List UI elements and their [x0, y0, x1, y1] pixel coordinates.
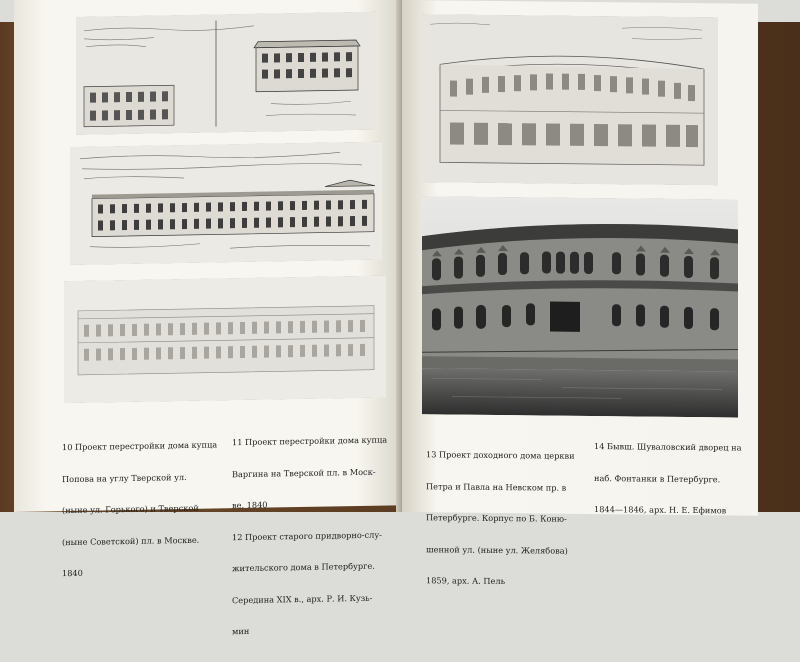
caption-line: шенной ул. (ныне ул. Желябова): [426, 543, 568, 556]
caption-line: (ныне Советской) пл. в Москве.: [62, 534, 200, 547]
caption-line: Попова на углу Тверской ул.: [62, 471, 187, 484]
caption-13: [426, 428, 586, 608]
caption-line: 1844—1846, арх. Н. Е. Ефимов: [594, 504, 727, 516]
drawing-13: [422, 14, 718, 185]
caption-line: жительского дома в Петербурге.: [232, 560, 375, 574]
caption-line: Варгина на Тверской пл. в Моск-: [232, 466, 376, 479]
caption-line: мин: [232, 625, 250, 637]
left-page: [14, 0, 404, 637]
caption-line: наб. Фонтанки в Петербурге.: [594, 472, 721, 484]
right-page: [402, 0, 758, 587]
caption-line: 10 Проект перестройки дома купца: [62, 439, 218, 453]
caption-line: 12 Проект старого придворно-слу-: [232, 529, 382, 542]
drawing-10: [76, 12, 376, 135]
caption-line: 13 Проект доходного дома церкви: [426, 449, 575, 461]
caption-line: Середина XIX в., арх. Р. И. Кузь-: [232, 592, 373, 605]
drawing-12: [64, 276, 386, 404]
caption-line: 14 Бывш. Шуваловский дворец на: [594, 441, 742, 453]
caption-line: 11 Проект перестройки дома купца: [232, 434, 388, 448]
caption-11-12: [232, 413, 402, 657]
caption-10: [62, 418, 230, 599]
caption-line: 1859, арх. А. Пель: [426, 575, 506, 587]
caption-line: Петербурге. Корпус по Б. Коню-: [426, 512, 567, 524]
caption-line: (ныне ул. Горького) и Тверской: [62, 502, 199, 516]
caption-line: 1840: [62, 567, 83, 579]
drawing-11: [70, 142, 382, 265]
caption-line: Петра и Павла на Невском пр. в: [426, 480, 567, 493]
caption-line: ве. 1840: [232, 499, 268, 511]
photo-14: [422, 196, 738, 417]
caption-14: [594, 420, 750, 537]
